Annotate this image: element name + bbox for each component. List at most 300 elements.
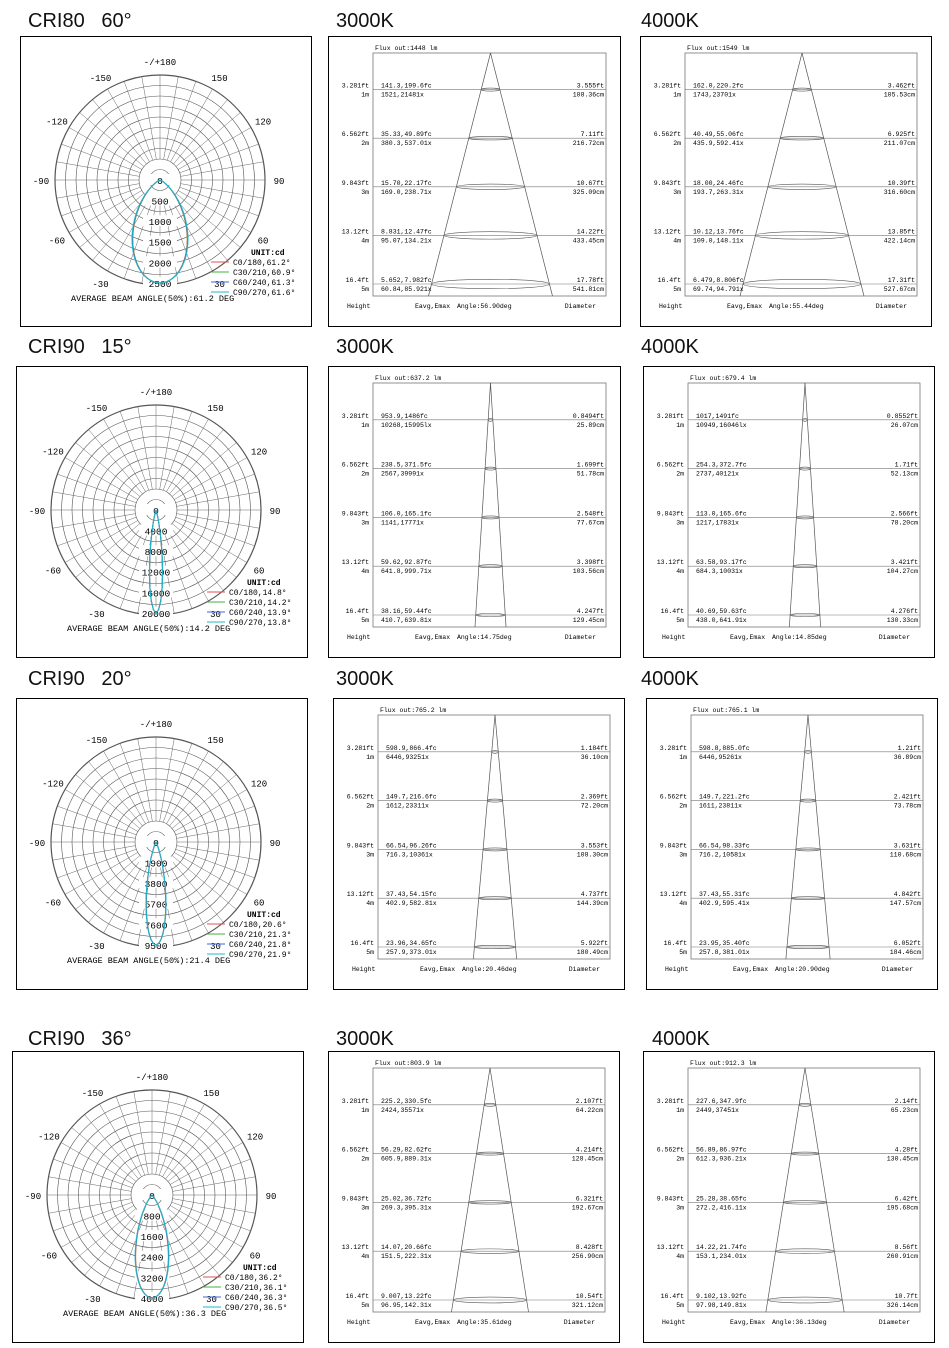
cone-illuminance-fc: 254.3,372.7fc bbox=[696, 461, 747, 469]
polar-spoke bbox=[61, 1143, 134, 1185]
cone-height-ft: 9.843ft bbox=[656, 510, 684, 518]
polar-spoke bbox=[169, 762, 223, 826]
polar-legend-entry: C30/210,14.2° bbox=[229, 599, 292, 608]
cone-illuminance-fc: 149.7,221.2fc bbox=[699, 793, 750, 801]
polar-footer: AVERAGE BEAM ANGLE(50%):61.2 DEG bbox=[71, 294, 235, 304]
cone-height-ft: 16.4ft bbox=[345, 277, 369, 284]
cone-diameter-cm: 64.22cm bbox=[575, 1106, 603, 1114]
polar-angle-label: 120 bbox=[250, 779, 268, 790]
cone-diameter-ft: 13.85ft bbox=[887, 228, 915, 236]
polar-spoke bbox=[169, 858, 223, 922]
cone-height-m: 5m bbox=[676, 1302, 684, 1309]
cone-flux-label: Flux out:803.9 lm bbox=[375, 1060, 442, 1067]
cone-illuminance-lx: 153.1,234.01x bbox=[696, 1253, 747, 1261]
polar-unit-label: UNIT:cd bbox=[247, 579, 281, 588]
cone-footer-diameter: Diameter bbox=[878, 1319, 910, 1326]
cone-diagram-panel bbox=[643, 1051, 935, 1343]
polar-angle-label: -60 bbox=[40, 1251, 58, 1262]
cone-height-ft: 9.843ft bbox=[341, 1195, 369, 1203]
cone-footer-angle: Angle:14.75deg bbox=[457, 634, 512, 641]
polar-angle-label: -120 bbox=[42, 779, 64, 790]
cone-footer-diameter: Diameter bbox=[878, 634, 910, 641]
cone-height-m: 1m bbox=[361, 421, 369, 429]
polar-spoke bbox=[108, 89, 150, 162]
cone-illuminance-fc: 14.22,21.74fc bbox=[696, 1244, 747, 1252]
polar-spoke bbox=[53, 1202, 132, 1231]
cone-height-m: 5m bbox=[361, 617, 369, 624]
cone-illuminance-lx: 402.9,595.41x bbox=[699, 900, 750, 908]
cone-chart-svg bbox=[641, 37, 931, 326]
cone-diameter-ft: 6.321ft bbox=[575, 1195, 603, 1203]
cone-diagram-panel bbox=[643, 366, 935, 658]
cone-illuminance-fc: 238.5,371.5fc bbox=[381, 461, 432, 469]
polar-legend-entry: C90/270,21.9° bbox=[229, 951, 292, 960]
polar-legend-entry: C60/240,61.3° bbox=[233, 279, 296, 288]
cone-diameter-ft: 3.553ft bbox=[580, 842, 608, 850]
cone-illuminance-lx: 605.9,889.31x bbox=[381, 1155, 432, 1163]
cone-footer-diameter: Diameter bbox=[568, 966, 600, 973]
polar-legend-entry: C0/180,20.6° bbox=[229, 921, 287, 930]
cri-header-row4: CRI90 36° bbox=[28, 1028, 132, 1050]
cone-height-ft: 16.4ft bbox=[660, 608, 684, 615]
cone-height-m: 4m bbox=[366, 900, 374, 908]
polar-angle-label: 120 bbox=[246, 1132, 264, 1143]
polar-angle-label: 150 bbox=[203, 1088, 220, 1099]
cone-height-ft: 16.4ft bbox=[350, 940, 374, 947]
cone-chart-svg bbox=[329, 367, 620, 657]
cone-illuminance-lx: 1743,23701x bbox=[693, 91, 736, 99]
polar-spoke bbox=[120, 743, 149, 822]
polar-spoke bbox=[173, 1177, 256, 1192]
polar-tick-label: 16000 bbox=[141, 588, 171, 600]
cone-footer-angle: Angle:14.85deg bbox=[772, 634, 827, 641]
cone-diameter-ft: 7.11ft bbox=[580, 131, 604, 139]
polar-spoke bbox=[168, 1208, 232, 1262]
cone-illuminance-fc: 25.02,36.72fc bbox=[381, 1195, 432, 1203]
polar-angle-label: -30 bbox=[88, 942, 105, 953]
cone-diameter-cm: 51.78cm bbox=[576, 470, 604, 478]
polar-angle-label: -150 bbox=[81, 1088, 104, 1099]
cone-illuminance-lx: 10949,16046lx bbox=[696, 421, 747, 429]
cone-height-m: 3m bbox=[676, 1204, 684, 1212]
cone-illuminance-lx: 435.9,592.41x bbox=[693, 140, 744, 148]
polar-tick-label: 2500 bbox=[148, 278, 172, 290]
cone-height-m: 3m bbox=[361, 519, 369, 527]
polar-spoke bbox=[165, 1115, 219, 1179]
polar-angle-label: 120 bbox=[250, 447, 268, 458]
polar-tick-label: 1900 bbox=[144, 858, 168, 870]
cone-illuminance-fc: 8.831,12.47fc bbox=[381, 228, 432, 236]
cone-illuminance-lx: 716.2,10581x bbox=[699, 851, 746, 859]
polar-angle-label: -30 bbox=[84, 1295, 101, 1306]
polar-tick-label: 5700 bbox=[144, 899, 168, 911]
cone-diameter-cm: 130.33cm bbox=[886, 617, 918, 624]
cone-illuminance-fc: 953.9,1486fc bbox=[381, 412, 428, 420]
cct-header-4000k-row4: 4000K bbox=[652, 1028, 710, 1050]
cone-chart-svg bbox=[334, 699, 624, 989]
polar-angle-label: -150 bbox=[89, 73, 112, 84]
cone-illuminance-lx: 193.7,263.31x bbox=[693, 188, 744, 196]
cone-diameter-cm: 78.20cm bbox=[890, 519, 918, 527]
cone-footer-height: Height bbox=[352, 966, 376, 973]
cone-height-ft: 3.281ft bbox=[341, 1097, 369, 1105]
polar-spoke bbox=[93, 100, 147, 164]
polar-angle-label: 90 bbox=[269, 507, 281, 517]
polar-spoke bbox=[124, 81, 153, 160]
cone-illuminance-lx: 151.5,222.31x bbox=[381, 1253, 432, 1261]
cone-illuminance-lx: 1612,23311x bbox=[386, 802, 429, 810]
polar-angle-label: -60 bbox=[44, 898, 62, 909]
cone-height-ft: 13.12ft bbox=[341, 559, 369, 567]
cone-illuminance-lx: 257.9,373.01x bbox=[386, 949, 437, 956]
polar-tick-label: 20000 bbox=[141, 608, 171, 620]
cone-illuminance-fc: 56.29,82.62fc bbox=[381, 1146, 432, 1154]
cone-diameter-cm: 103.56cm bbox=[572, 568, 604, 576]
polar-spoke bbox=[138, 739, 153, 822]
cone-illuminance-lx: 380.3,537.01x bbox=[381, 140, 432, 148]
polar-spoke bbox=[168, 1128, 232, 1182]
polar-angle-label: -90 bbox=[32, 177, 50, 187]
cone-diameter-cm: 108.30cm bbox=[576, 851, 608, 859]
polar-spoke bbox=[156, 1092, 171, 1175]
cone-footer-eavg: Eavg,Emax bbox=[733, 966, 769, 973]
cone-illuminance-fc: 5.652,7.982fc bbox=[381, 277, 432, 284]
polar-spoke bbox=[172, 775, 236, 829]
cct-header-4000k-row3: 4000K bbox=[641, 668, 699, 690]
polar-footer: AVERAGE BEAM ANGLE(50%):14.2 DEG bbox=[67, 624, 231, 634]
polar-spoke bbox=[170, 1206, 243, 1248]
cone-diagram-panel bbox=[328, 36, 621, 327]
cone-flux-label: Flux out:637.2 lm bbox=[375, 375, 442, 382]
polar-angle-label: -/+180 bbox=[135, 1073, 169, 1083]
polar-spoke bbox=[171, 89, 213, 162]
cone-illuminance-lx: 1521,21481x bbox=[381, 91, 424, 99]
cone-illuminance-lx: 438.0,641.91x bbox=[696, 617, 747, 624]
polar-spoke bbox=[172, 1159, 251, 1188]
cone-illuminance-lx: 1611,23811x bbox=[699, 802, 742, 810]
cone-diameter-cm: 527.67cm bbox=[883, 286, 915, 293]
cone-flux-label: Flux out:765.2 lm bbox=[380, 707, 447, 714]
cone-illuminance-fc: 23.95,35.40fc bbox=[699, 940, 750, 947]
cone-diameter-cm: 325.09cm bbox=[572, 188, 604, 196]
polar-angle-label: 30 bbox=[210, 942, 221, 953]
polar-spoke bbox=[160, 407, 175, 490]
cone-illuminance-lx: 269.3,395.31x bbox=[381, 1204, 432, 1212]
cone-height-ft: 3.281ft bbox=[341, 82, 369, 90]
polar-spoke bbox=[57, 517, 136, 546]
polar-unit-label: UNIT:cd bbox=[247, 911, 281, 920]
cone-diameter-ft: 17.78ft bbox=[576, 277, 604, 284]
cone-footer-height: Height bbox=[347, 303, 371, 310]
cone-illuminance-fc: 38.16,59.44fc bbox=[381, 608, 432, 615]
cone-illuminance-fc: 40.49,55.06fc bbox=[693, 131, 744, 139]
polar-legend-entry: C60/240,36.3° bbox=[225, 1294, 288, 1303]
cone-diameter-ft: 3.421ft bbox=[890, 559, 918, 567]
polar-spoke bbox=[169, 430, 223, 494]
polar-spoke bbox=[172, 523, 236, 577]
polar-legend-entry: C60/240,13.9° bbox=[229, 609, 292, 618]
polar-angle-label: -30 bbox=[92, 280, 109, 291]
cone-illuminance-lx: 612.3,936.21x bbox=[696, 1155, 747, 1163]
cone-diameter-ft: 1.184ft bbox=[580, 744, 608, 752]
polar-spoke bbox=[173, 100, 227, 164]
polar-spoke bbox=[104, 419, 146, 492]
polar-legend-entry: C30/210,21.3° bbox=[229, 931, 292, 940]
polar-spoke bbox=[69, 191, 142, 233]
cone-height-ft: 9.843ft bbox=[659, 842, 687, 850]
cone-footer-eavg: Eavg,Emax bbox=[730, 634, 766, 641]
cone-diameter-cm: 73.78cm bbox=[893, 802, 921, 810]
cone-diameter-cm: 541.81cm bbox=[572, 286, 604, 293]
polar-angle-label: 150 bbox=[211, 73, 228, 84]
polar-angle-label: 120 bbox=[254, 117, 272, 128]
cone-diameter-cm: 36.89cm bbox=[893, 753, 921, 761]
polar-spoke bbox=[172, 1202, 251, 1231]
cone-illuminance-lx: 95.07,134.21x bbox=[381, 237, 432, 245]
polar-spoke bbox=[177, 514, 260, 529]
cone-diameter-cm: 433.45cm bbox=[572, 237, 604, 245]
cone-diagram-panel bbox=[646, 698, 938, 990]
polar-angle-label: 60 bbox=[249, 1251, 261, 1262]
cone-height-ft: 6.562ft bbox=[341, 461, 369, 469]
cone-diameter-cm: 52.13cm bbox=[890, 470, 918, 478]
cone-illuminance-lx: 272.2,416.11x bbox=[696, 1204, 747, 1212]
cone-illuminance-lx: 641.8,999.71x bbox=[381, 568, 432, 576]
polar-spoke bbox=[159, 1096, 188, 1175]
cone-height-ft: 6.562ft bbox=[653, 131, 681, 139]
cone-height-m: 1m bbox=[361, 91, 369, 99]
cone-footer-eavg: Eavg,Emax bbox=[420, 966, 456, 973]
cone-diameter-cm: 321.12cm bbox=[571, 1302, 603, 1309]
cone-height-ft: 13.12ft bbox=[341, 228, 369, 236]
cone-diameter-ft: 2.566ft bbox=[890, 510, 918, 518]
polar-spoke bbox=[176, 517, 255, 546]
cone-height-m: 5m bbox=[679, 949, 687, 956]
cone-height-m: 3m bbox=[673, 188, 681, 196]
cone-illuminance-fc: 162.0,220.2fc bbox=[693, 82, 744, 90]
cone-height-m: 1m bbox=[676, 421, 684, 429]
polar-angle-label: -90 bbox=[24, 1192, 42, 1202]
polar-spoke bbox=[72, 1128, 136, 1182]
cone-diameter-cm: 129.45cm bbox=[572, 617, 604, 624]
cone-height-m: 2m bbox=[676, 1155, 684, 1163]
cone-diameter-ft: 10.54ft bbox=[575, 1293, 603, 1300]
cone-flux-label: Flux out:765.1 lm bbox=[693, 707, 760, 714]
polar-spoke bbox=[76, 775, 140, 829]
polar-tick-label: 800 bbox=[143, 1211, 161, 1223]
cone-illuminance-fc: 1017,1491fc bbox=[696, 412, 739, 420]
polar-diagram-panel bbox=[12, 1051, 304, 1343]
polar-legend-entry: C0/180,61.2° bbox=[233, 259, 291, 268]
cone-height-ft: 9.843ft bbox=[656, 1195, 684, 1203]
cct-header-4000k-row2: 4000K bbox=[641, 336, 699, 358]
cone-height-m: 1m bbox=[673, 91, 681, 99]
polar-legend-entry: C90/270,13.8° bbox=[229, 619, 292, 628]
cone-height-m: 4m bbox=[676, 568, 684, 576]
polar-spoke bbox=[57, 184, 140, 199]
cone-footer-height: Height bbox=[659, 303, 683, 310]
polar-tick-label: 9500 bbox=[144, 940, 168, 952]
polar-chart-svg bbox=[17, 699, 307, 989]
cone-diameter-cm: 180.49cm bbox=[576, 949, 608, 956]
cone-diameter-ft: 6.925ft bbox=[887, 131, 915, 139]
polar-spoke bbox=[177, 492, 260, 507]
polar-spoke bbox=[181, 184, 264, 199]
cone-footer-diameter: Diameter bbox=[881, 966, 913, 973]
cone-diameter-ft: 3.462ft bbox=[887, 82, 915, 90]
polar-spoke bbox=[65, 853, 138, 895]
cone-diameter-ft: 2.369ft bbox=[580, 793, 608, 801]
polar-tick-label: 3800 bbox=[144, 879, 168, 891]
polar-spoke bbox=[174, 853, 247, 895]
polar-angle-label: 90 bbox=[269, 839, 281, 849]
polar-angle-label: -150 bbox=[85, 735, 108, 746]
cone-height-m: 3m bbox=[676, 519, 684, 527]
cone-height-m: 1m bbox=[676, 1106, 684, 1114]
polar-spoke bbox=[177, 846, 260, 861]
cone-height-m: 4m bbox=[361, 568, 369, 576]
polar-spoke bbox=[173, 196, 227, 260]
cri-header-row1: CRI80 60° bbox=[28, 10, 132, 32]
cone-height-ft: 13.12ft bbox=[341, 1244, 369, 1252]
cone-height-ft: 6.562ft bbox=[341, 1146, 369, 1154]
cri-header-row2: CRI90 15° bbox=[28, 336, 132, 358]
cone-diameter-ft: 6.42ft bbox=[894, 1195, 918, 1203]
cone-illuminance-lx: 169.0,238.71x bbox=[381, 188, 432, 196]
cone-illuminance-lx: 684.3,10031x bbox=[696, 568, 743, 576]
polar-chart-svg bbox=[21, 37, 311, 326]
polar-spoke bbox=[104, 751, 146, 824]
cone-illuminance-lx: 716.3,10361x bbox=[386, 851, 433, 859]
polar-legend-entry: C0/180,14.8° bbox=[229, 589, 287, 598]
polar-spoke bbox=[174, 521, 247, 563]
polar-spoke bbox=[85, 1115, 139, 1179]
cone-illuminance-fc: 14.07,20.66fc bbox=[381, 1244, 432, 1252]
cone-diameter-cm: 36.10cm bbox=[580, 753, 608, 761]
polar-spoke bbox=[85, 1211, 139, 1275]
polar-angle-label: 30 bbox=[210, 610, 221, 621]
cri-header-row3: CRI90 20° bbox=[28, 668, 132, 690]
cone-chart-svg bbox=[329, 37, 620, 326]
cone-illuminance-lx: 10268,15995lx bbox=[381, 421, 432, 429]
cone-diameter-cm: 25.89cm bbox=[576, 421, 604, 429]
polar-tick-label: 12000 bbox=[141, 567, 171, 579]
cone-illuminance-fc: 149.7,216.6fc bbox=[386, 793, 437, 801]
cone-height-m: 3m bbox=[361, 188, 369, 196]
polar-spoke bbox=[176, 113, 240, 167]
cone-illuminance-fc: 225.2,330.5fc bbox=[381, 1097, 432, 1105]
polar-tick-label: 1600 bbox=[140, 1232, 164, 1244]
polar-angle-label: 30 bbox=[206, 1295, 217, 1306]
cone-diameter-ft: 10.7ft bbox=[894, 1293, 918, 1300]
cone-height-ft: 6.562ft bbox=[656, 1146, 684, 1154]
cone-height-m: 4m bbox=[361, 237, 369, 245]
cone-height-m: 2m bbox=[361, 140, 369, 148]
cone-illuminance-lx: 6446,95261x bbox=[699, 753, 742, 761]
cone-diameter-ft: 2.548ft bbox=[576, 510, 604, 518]
cone-height-m: 4m bbox=[676, 1253, 684, 1261]
cone-diameter-ft: 1.699ft bbox=[576, 461, 604, 469]
polar-spoke bbox=[89, 526, 143, 590]
cone-height-ft: 9.843ft bbox=[341, 179, 369, 187]
polar-spoke bbox=[167, 81, 196, 160]
cone-illuminance-lx: 402.9,582.81x bbox=[386, 900, 437, 908]
cone-footer-angle: Angle:55.44deg bbox=[769, 303, 824, 310]
polar-spoke bbox=[180, 144, 259, 173]
cone-footer-height: Height bbox=[665, 966, 689, 973]
cone-diameter-ft: 1.71ft bbox=[894, 461, 918, 469]
cone-footer-angle: Angle:20.90deg bbox=[775, 966, 830, 973]
polar-spoke bbox=[120, 411, 149, 490]
cone-footer-angle: Angle:36.13deg bbox=[772, 1319, 827, 1326]
polar-diagram-panel bbox=[16, 698, 308, 990]
polar-spoke bbox=[53, 846, 136, 861]
polar-tick-label: 7600 bbox=[144, 920, 168, 932]
cone-footer-angle: Angle:56.90deg bbox=[457, 303, 512, 310]
cone-diameter-ft: 4.842ft bbox=[893, 891, 921, 899]
cone-diameter-cm: 110.68cm bbox=[889, 851, 921, 859]
cone-illuminance-lx: 69.74,94.791x bbox=[693, 286, 744, 293]
cone-flux-label: Flux out:679.4 lm bbox=[690, 375, 757, 382]
cone-illuminance-lx: 2737,40121x bbox=[696, 470, 739, 478]
cone-diameter-ft: 10.39ft bbox=[887, 179, 915, 187]
cone-illuminance-fc: 141.3,199.6fc bbox=[381, 82, 432, 90]
polar-spoke bbox=[57, 474, 136, 503]
cone-footer-eavg: Eavg,Emax bbox=[727, 303, 763, 310]
cone-diameter-cm: 192.67cm bbox=[571, 1204, 603, 1212]
cone-diameter-cm: 26.07cm bbox=[890, 421, 918, 429]
polar-angle-label: -120 bbox=[42, 447, 64, 458]
polar-spoke bbox=[167, 419, 209, 492]
polar-spoke bbox=[76, 855, 140, 909]
polar-spoke bbox=[53, 1159, 132, 1188]
polar-spoke bbox=[172, 443, 236, 497]
cct-header-3000k-row1: 3000K bbox=[336, 10, 394, 32]
polar-legend-entry: C60/240,21.8° bbox=[229, 941, 292, 950]
cone-illuminance-lx: 257.8,381.01x bbox=[699, 949, 750, 956]
cone-height-ft: 9.843ft bbox=[653, 179, 681, 187]
cone-height-m: 1m bbox=[366, 753, 374, 761]
polar-angle-label: -/+180 bbox=[143, 58, 177, 68]
polar-spoke bbox=[163, 1104, 205, 1177]
cone-footer-diameter: Diameter bbox=[875, 303, 907, 310]
polar-legend-entry: C30/210,36.1° bbox=[225, 1284, 288, 1293]
polar-spoke bbox=[169, 526, 223, 590]
polar-spoke bbox=[167, 751, 209, 824]
cone-height-ft: 6.562ft bbox=[346, 793, 374, 801]
cone-illuminance-lx: 2449,37451x bbox=[696, 1106, 739, 1114]
cone-diameter-cm: 144.39cm bbox=[576, 900, 608, 908]
polar-spoke bbox=[160, 739, 175, 822]
polar-spoke bbox=[57, 162, 140, 177]
polar-tick-label: 0 bbox=[149, 1191, 155, 1202]
cone-height-m: 2m bbox=[676, 470, 684, 478]
polar-footer: AVERAGE BEAM ANGLE(50%):36.3 DEG bbox=[63, 1309, 227, 1319]
polar-tick-label: 0 bbox=[153, 506, 159, 517]
cone-diameter-ft: 14.22ft bbox=[576, 228, 604, 236]
cone-illuminance-lx: 109.0,148.11x bbox=[693, 237, 744, 245]
cone-height-ft: 3.281ft bbox=[656, 412, 684, 420]
cone-illuminance-fc: 9.007,13.22fc bbox=[381, 1293, 432, 1300]
cone-footer-eavg: Eavg,Emax bbox=[415, 1319, 451, 1326]
polar-angle-label: 150 bbox=[207, 735, 224, 746]
polar-spoke bbox=[53, 824, 136, 839]
polar-tick-label: 4000 bbox=[144, 526, 168, 538]
polar-spoke bbox=[69, 128, 142, 170]
polar-spoke bbox=[65, 790, 138, 832]
polar-spoke bbox=[80, 113, 144, 167]
cone-height-m: 4m bbox=[361, 1253, 369, 1261]
